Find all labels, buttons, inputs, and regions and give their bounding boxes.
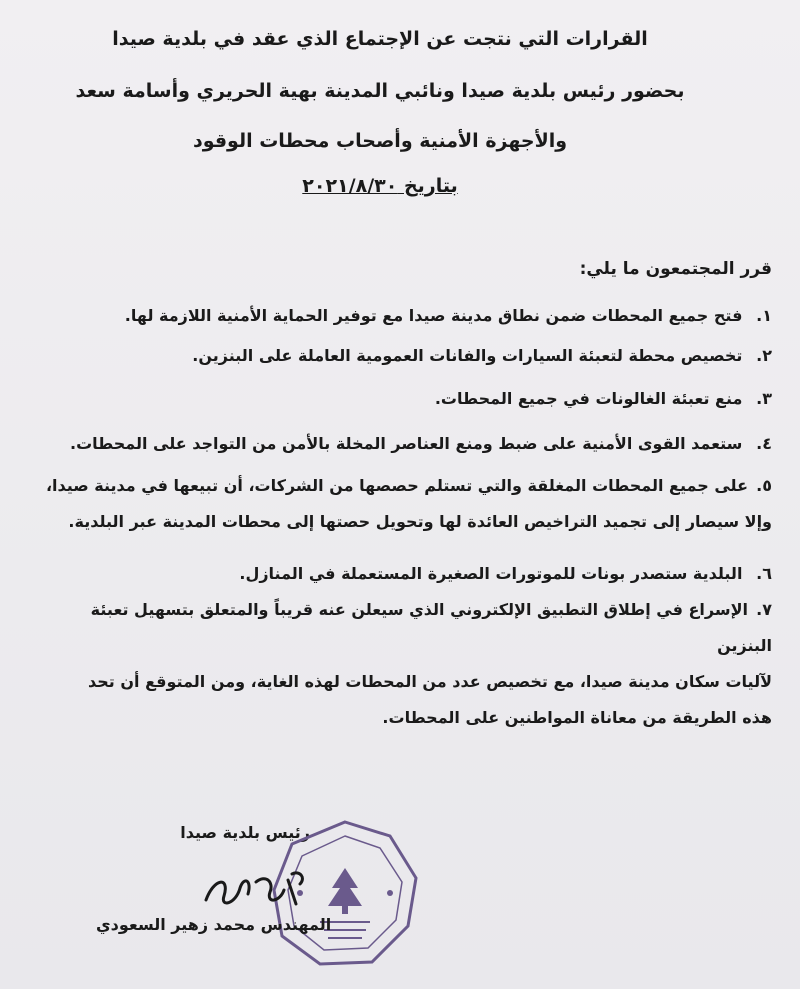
- header-line-2: بحضور رئيس بلدية صيدا ونائبي المدينة بهية الحريري وأسامة سعد: [75, 80, 685, 102]
- signatory-name: المهندس محمد زهير السعودي: [96, 915, 332, 934]
- intro-text: قرر المجتمعون ما يلي:: [579, 259, 772, 279]
- header-line-3: والأجهزة الأمنية وأصحاب محطات الوقود: [192, 130, 568, 152]
- decision-line: [42, 468, 772, 504]
- decision-item-6: [42, 556, 772, 592]
- decision-item-1: [42, 298, 772, 334]
- decision-number: ١.: [756, 306, 772, 325]
- decision-text: منع تعبئة الغالونات في جميع المحطات.: [434, 389, 743, 408]
- decision-item-2: [42, 338, 772, 374]
- decision-item-7: [42, 592, 772, 736]
- decision-item-5: [42, 468, 772, 540]
- decision-item-4: [42, 426, 772, 462]
- decision-number: ٦.: [756, 564, 772, 583]
- decision-line: وإلا سيصار إلى تجميد التراخيص العائدة لها وتحويل حصتها إلى محطات المدينة عبر البلدية.: [68, 512, 772, 531]
- decision-number: ٣.: [756, 389, 772, 408]
- handwritten-signature: [200, 860, 310, 920]
- decision-text: البلدية ستصدر بونات للموتورات الصغيرة المستعملة في المنازل.: [239, 564, 743, 583]
- header-line-1: القرارات التي نتجت عن الإجتماع الذي عقد في بلدية صيدا: [112, 28, 648, 50]
- decision-number: ٧.: [756, 600, 772, 619]
- decision-text: ستعمد القوى الأمنية على ضبط ومنع العناصر المخلة بالأمن من التواجد على المحطات.: [69, 434, 743, 453]
- decision-item-3: [42, 381, 772, 417]
- decision-line: [42, 592, 772, 664]
- decision-line: هذه الطريقة من معاناة المواطنين على المحطات.: [382, 708, 772, 727]
- decision-number: ٥.: [756, 476, 772, 495]
- decision-text: فتح جميع المحطات ضمن نطاق مدينة صيدا مع توفير الحماية الأمنية اللازمة لها.: [124, 306, 743, 325]
- decision-text: على جميع المحطات المغلقة والتي تستلم حصصها من الشركات، أن تبيعها في مدينة صيدا،: [45, 476, 748, 495]
- cedar-icon: [328, 868, 362, 914]
- decision-number: ٢.: [756, 346, 772, 365]
- signature-title: رئيس بلدية صيدا: [180, 823, 310, 842]
- header-date: بتاريخ ٢٠٢١/٨/٣٠: [302, 175, 458, 197]
- decision-text: الإسراع في إطلاق التطبيق الإلكتروني الذي سيعلن عنه قريباً والمتعلق بتسهيل تعبئة البنزين: [90, 600, 772, 655]
- decision-line: لآليات سكان مدينة صيدا، مع تخصيص عدد من المحطات لهذه الغاية، ومن المتوقع أن تحد: [88, 672, 772, 691]
- decision-text: تخصيص محطة لتعبئة السيارات والفانات العمومية العاملة على البنزين.: [192, 346, 743, 365]
- decision-number: ٤.: [756, 434, 772, 453]
